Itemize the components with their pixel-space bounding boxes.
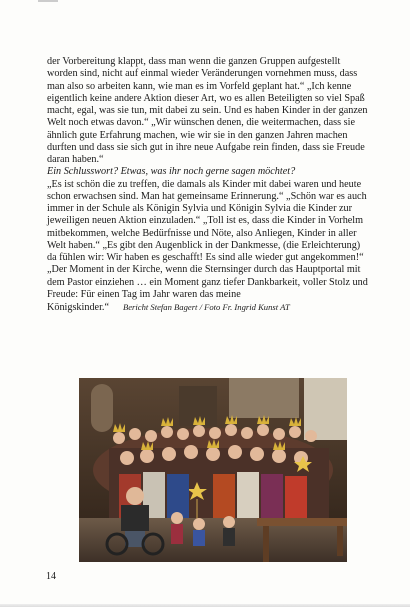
article-body [47, 56, 372, 314]
group-photo [79, 378, 347, 562]
group-photo-illustration [79, 378, 347, 562]
page-number: 14 [46, 571, 56, 582]
photo-credit: Bericht Stefan Bagert / Foto Fr. Ingrid Kunst AT [122, 302, 290, 312]
page-edge-mark [38, 0, 58, 2]
article-quotes-text: „Es ist schön die zu treffen, die damals als Kinder mit dabei waren und heute schon erwachsen sind. Man hat gemeinsame Erinnerung.“ „Schön war es auch immer in der Schule als Königin Sylvia und Königin Sylvia die Kinder zur jeweiligen neuen Aktion einzuladen.“ „Toll ist es, dass die Kinder in Vorhelm mitbekommen, welche Bedürfnisse und Nöte, also Anliegen, Kinder in aller Welt haben.“ „Es gibt den Augenblick in der Dankmesse, (die Erleichterung) da fühlen wir: Wir haben es geschafft! Es sind alle wieder gut angekommen!“ „Der Moment in der Kirche, wenn die Sternsinger durch das Hauptportal mit dem Pastor einziehen … ein Moment ganz tiefer Dankbarkeit, voller Stolz und Freude: Für einen Tag im Jahr waren das meine Königskinder.“ [47, 178, 368, 313]
article-paragraph: der Vorbereitung klappt, dass man wenn die ganzen Gruppen aufgestellt worden sind, nicht auf einmal wieder Veränderungen vornehmen muss, dass man also so arbeiten kann, wie man es im Vorfeld geplant hat.“ „Ich kenne eigentlich keine andere Aktion dieser Art, wo es allen Beteiligten so viel Spaß macht, egal, was sie tun, mit dabei zu sein. Und es haben Kinder in der ganzen Welt noch etwas davon.“ „Wir wünschen denen, die weitermachen, dass sie ähnlich gute Erfahrung machen, wie wir sie in den ganzen Jahren machen durften und dass sie sich gut in ihre neue Aufgabe rein finden, dass sie Freude daran haben.“ [47, 56, 368, 165]
article-paragraph-quotes [47, 179, 372, 315]
article-question: Ein Schlusswort? Etwas, was ihr noch gerne sagen möchtet? [47, 166, 296, 178]
